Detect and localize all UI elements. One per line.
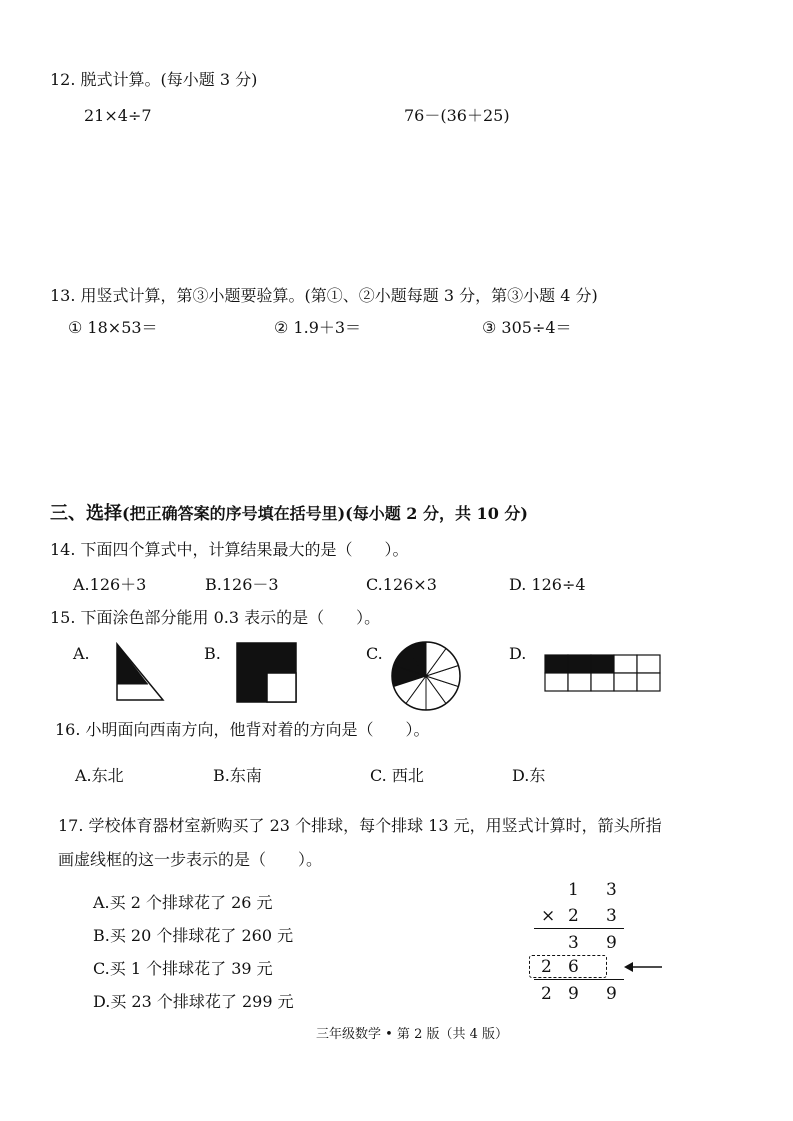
q15-figure-c <box>390 640 462 712</box>
q17-option-d: D.买 23 个排球花了 299 元 <box>93 992 294 1011</box>
grid-cell <box>637 655 660 673</box>
grid-cell <box>614 655 637 673</box>
vc-row1-digit-1: 1 <box>568 880 579 900</box>
q14-option-c: C.126×3 <box>366 575 437 594</box>
q14-option-b: B.126－3 <box>205 575 279 594</box>
grid-cell <box>545 655 568 673</box>
q12-expression-2: 76－(36＋25) <box>404 106 510 125</box>
q15-label-a: A. <box>73 644 90 663</box>
q15-label-b: B. <box>204 644 221 663</box>
vc-result-digit-2: 9 <box>568 984 579 1004</box>
q17-line-1: 17. 学校体育器材室新购买了 23 个排球，每个排球 13 元，用竖式计算时，箭头所指 <box>58 816 662 835</box>
q17-line-2: 画虚线框的这一步表示的是（ ）。 <box>58 850 323 869</box>
grid-cell <box>568 655 591 673</box>
grid-cell <box>568 673 591 691</box>
q15-label-d: D. <box>509 644 527 663</box>
vc-partial2-digit-2: 6 <box>568 957 579 977</box>
vc-result-digit-1: 2 <box>541 984 552 1004</box>
q15-figure-a <box>115 642 165 702</box>
vc-line-2 <box>534 979 624 980</box>
grid-cell <box>614 673 637 691</box>
q15-label-c: C. <box>366 644 383 663</box>
q16-option-c: C. 西北 <box>370 766 424 785</box>
q16-option-d: D.东 <box>512 766 546 785</box>
q16-option-a: A.东北 <box>75 766 124 785</box>
q15-figure-b <box>236 642 298 704</box>
q14-title: 14. 下面四个算式中，计算结果最大的是（ ）。 <box>50 540 409 559</box>
q16-option-b: B.东南 <box>213 766 262 785</box>
arrow-icon <box>624 961 664 973</box>
q17-option-b: B.买 20 个排球花了 260 元 <box>93 926 294 945</box>
q13-item-2: ② 1.9＋3＝ <box>274 318 362 337</box>
section-3-note: (把正确答案的序号填在括号里)(每小题 2 分，共 10 分) <box>122 504 528 523</box>
grid-cell <box>637 673 660 691</box>
q12-expression-1: 21×4÷7 <box>84 106 152 125</box>
q12-title: 12. 脱式计算。(每小题 3 分) <box>50 70 258 89</box>
q17-option-a: A.买 2 个排球花了 26 元 <box>93 893 273 912</box>
q13-title: 13. 用竖式计算，第③小题要验算。(第①、②小题每题 3 分，第③小题 4 分) <box>50 286 598 305</box>
q14-option-a: A.126＋3 <box>73 575 147 594</box>
q13-item-3: ③ 305÷4＝ <box>482 318 572 337</box>
q14-option-d: D. 126÷4 <box>509 575 586 594</box>
grid-cell <box>591 655 614 673</box>
q17-option-c: C.买 1 个排球花了 39 元 <box>93 959 273 978</box>
grid-cell <box>545 673 568 691</box>
section-3-heading: 三、选择 <box>50 503 122 524</box>
vc-row1-digit-2: 3 <box>606 880 617 900</box>
vc-result-digit-3: 9 <box>606 984 617 1004</box>
page-footer: 三年级数学 • 第 2 版（共 4 版） <box>316 1027 509 1042</box>
vc-row2-digit-1: 2 <box>568 906 579 926</box>
vc-row2-digit-2: 3 <box>606 906 617 926</box>
grid-cell <box>591 673 614 691</box>
vc-partial1-digit-1: 3 <box>568 933 579 953</box>
q15-figure-d <box>544 654 662 692</box>
vc-partial1-digit-2: 9 <box>606 933 617 953</box>
vc-multiply-sign: × <box>541 906 556 926</box>
q15-title: 15. 下面涂色部分能用 0.3 表示的是（ ）。 <box>50 608 381 627</box>
vc-line-1 <box>534 928 624 929</box>
section-3-heading-row <box>50 505 528 523</box>
vc-partial2-digit-1: 2 <box>541 957 552 977</box>
q13-item-1: ① 18×53＝ <box>68 318 158 337</box>
q16-title: 16. 小明面向西南方向，他背对着的方向是（ ）。 <box>55 720 430 739</box>
